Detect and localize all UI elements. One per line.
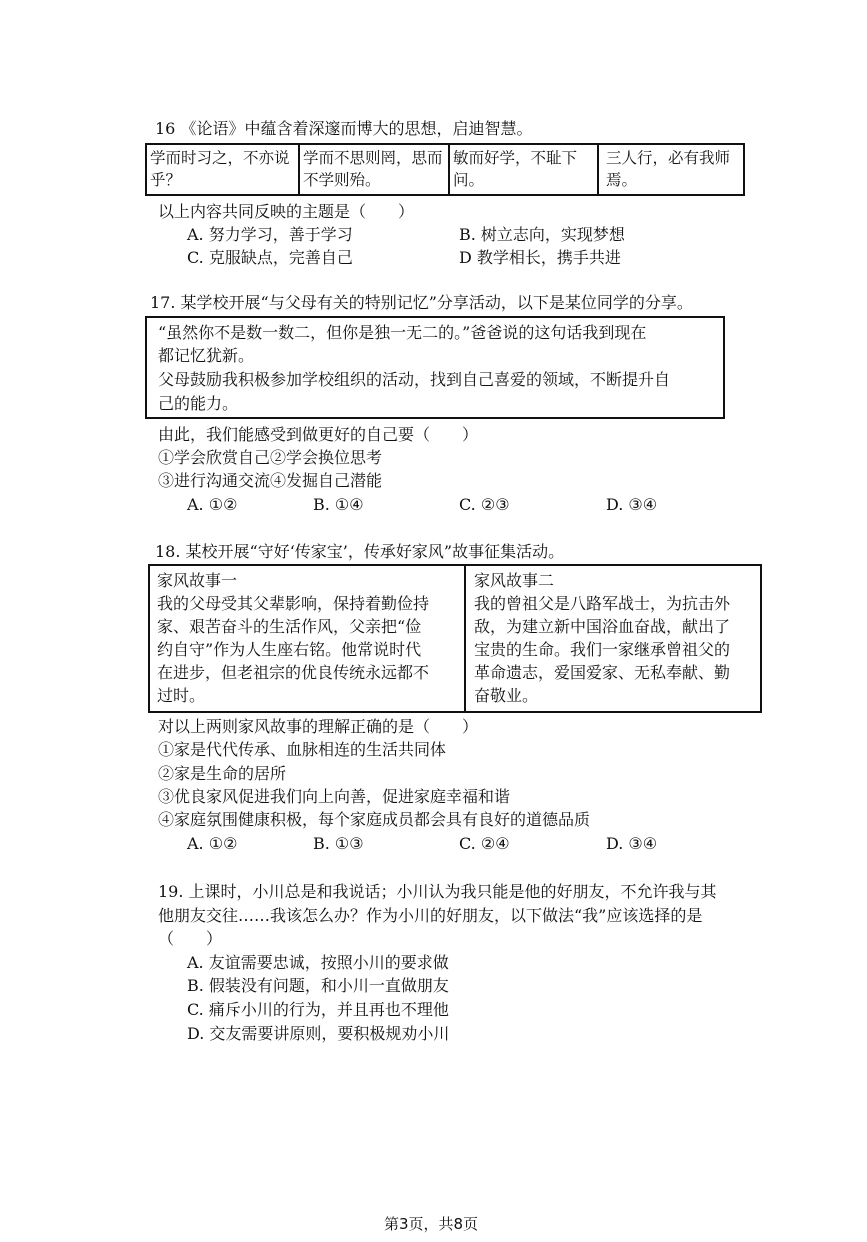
q16-option-a[interactable]: A. 努力学习，善于学习 [187,225,353,244]
q18-statement: ②家是生命的居所 [158,764,287,783]
q17-box-line: 己的能力。 [158,394,239,413]
q18-statement: ①家是代代传承、血脉相连的生活共同体 [158,740,447,759]
q17-option-d[interactable]: D. ③④ [606,495,658,514]
q19-option-a[interactable]: A. 友谊需要忠诚，按照小川的要求做 [187,953,449,972]
q17-option-a[interactable]: A. ①② [187,495,238,514]
q16-quote-cell: 敏而好学，不耻下问。 [453,149,578,189]
q18-story2-line: 奋敬业。 [474,686,539,705]
q19-stem-line: 他朋友交往……我该怎么办？作为小川的好朋友，以下做法“我”应该选择的是 [158,906,703,925]
q18-story2-line: 革命遗志，爱国爱家、无私奉献、勤 [474,663,731,682]
q18-option-d[interactable]: D. ③④ [606,834,658,853]
q16-divider-1 [298,143,300,196]
page-number: 第3页，共8页 [384,1215,479,1233]
q18-story1-line: 在进步，但老祖宗的优良传统永远都不 [157,663,430,682]
q19-option-d[interactable]: D. 交友需要讲原则，要积极规劝小川 [187,1024,450,1043]
q18-story2-line: 敌，为建立新中国浴血奋战，献出了 [474,617,731,636]
q17-option-b[interactable]: B. ①④ [313,495,364,514]
q18-question: 对以上两则家风故事的理解正确的是（ ） [158,717,479,736]
q18-option-b[interactable]: B. ①③ [313,834,364,853]
q17-option-c[interactable]: C. ②③ [459,495,510,514]
q18-story1-line: 家、艰苦奋斗的生活作风，父亲把“俭 [157,617,422,636]
q19-option-b[interactable]: B. 假装没有问题，和小川一直做朋友 [187,976,449,995]
q16-option-d[interactable]: D 教学相长，携手共进 [459,248,621,267]
q18-stem: 18. 某校开展“守好‘传家宝’，传承好家风”故事征集活动。 [155,542,565,561]
q18-statement: ③优良家风促进我们向上向善，促进家庭幸福和谐 [158,787,511,806]
q18-story2-line: 我的曾祖父是八路军战士，为抗击外 [474,594,731,613]
q16-option-c[interactable]: C. 克服缺点，完善自己 [187,248,353,267]
q17-box-line: 父母鼓励我积极参加学校组织的活动，找到自己喜爱的领域，不断提升自 [158,370,671,389]
q19-stem-line: （ ） [158,929,223,948]
q16-question: 以上内容共同反映的主题是（ ） [158,202,415,221]
q19-stem-line: 19. 上课时，小川总是和我说话；小川认为我只能是他的好朋友，不允许我与其 [158,882,717,901]
q18-story1-line: 家风故事一 [157,571,238,590]
q17-box-line: “虽然你不是数一数二，但你是独一无二的。”爸爸说的这句话我到现在 [158,323,647,342]
q16-option-b[interactable]: B. 树立志向，实现梦想 [459,225,625,244]
q18-option-c[interactable]: C. ②④ [459,834,510,853]
q17-statement: ③进行沟通交流④发掘自己潜能 [158,471,383,490]
q18-divider [464,564,466,713]
q16-divider-3 [597,143,599,196]
q16-stem: 16 《论语》中蕴含着深邃而博大的思想，启迪智慧。 [155,119,533,138]
q16-quote-cell: 学而不思则罔，思而不学则殆。 [303,149,443,189]
q18-story1-line: 过时。 [157,686,206,705]
q18-option-a[interactable]: A. ①② [187,834,238,853]
q17-question: 由此，我们能感受到做更好的自己要（ ） [158,425,479,444]
q18-story2-line: 宝贵的生命。我们一家继承曾祖父的 [474,640,731,659]
q17-stem: 17. 某学校开展“与父母有关的特别记忆”分享活动，以下是某位同学的分享。 [150,293,693,312]
q19-option-c[interactable]: C. 痛斥小川的行为，并且再也不理他 [187,1000,449,1019]
q18-story1-line: 约自守”作为人生座右铭。他常说时代 [157,640,422,659]
q18-statement: ④家庭氛围健康积极，每个家庭成员都会具有良好的道德品质 [158,810,591,829]
q18-story2-line: 家风故事二 [474,571,555,590]
q17-box-line: 都记忆犹新。 [158,346,255,365]
q18-story1-line: 我的父母受其父辈影响，保持着勤俭持 [157,594,430,613]
q16-divider-2 [448,143,450,196]
q17-statement: ①学会欣赏自己②学会换位思考 [158,448,383,467]
q16-quote-cell: 学而时习之，不亦说乎？ [150,149,290,189]
q16-quote-cell: 三人行，必有我师焉。 [606,149,731,189]
